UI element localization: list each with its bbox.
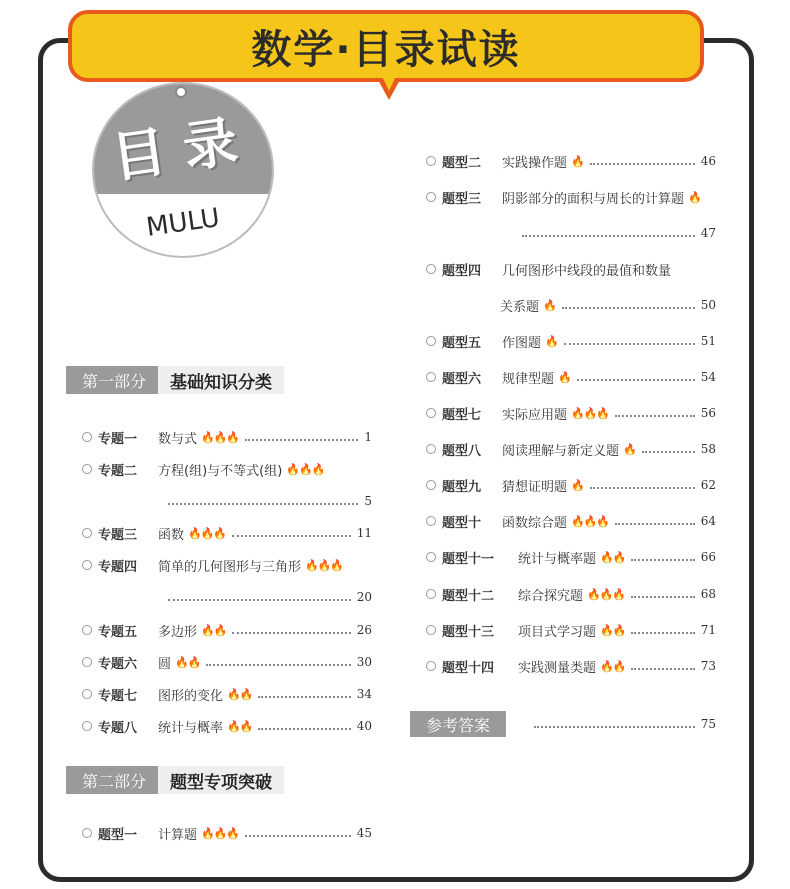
entry-code: 专题八 (98, 720, 138, 736)
entry-title: 计算题 (158, 827, 198, 843)
page-number: 11 (356, 526, 372, 540)
toc-entry[interactable] (426, 584, 716, 604)
page-number: 26 (356, 623, 372, 637)
part2-header (66, 766, 284, 794)
toc-entry[interactable] (426, 367, 716, 387)
entry-title: 阴影部分的面积与周长的计算题 (502, 191, 685, 207)
entry-code: 题型六 (442, 371, 482, 387)
bullet-icon (82, 560, 92, 570)
part1-number: 第一部分 (66, 366, 158, 394)
page-number: 47 (700, 226, 716, 240)
bullet-icon (82, 464, 92, 474)
leader-dots (168, 503, 358, 505)
toc-entry[interactable] (82, 620, 372, 640)
bullet-icon (426, 408, 436, 418)
bullet-icon (426, 516, 436, 526)
entry-title: 多边形 (158, 624, 198, 640)
answer-entry[interactable] (528, 714, 716, 734)
difficulty-flame-icon: 🔥🔥 (175, 655, 201, 669)
toc-entry[interactable] (82, 652, 372, 672)
bullet-icon (426, 625, 436, 635)
difficulty-flame-icon: 🔥🔥🔥 (571, 406, 610, 420)
difficulty-flame-icon: 🔥🔥🔥 (587, 587, 626, 601)
entry-title: 简单的几何图形与三角形 (158, 559, 302, 575)
leader-dots (206, 664, 350, 666)
entry-code: 专题三 (98, 527, 138, 543)
entry-code: 题型十二 (442, 588, 495, 604)
difficulty-flame-icon: 🔥🔥 (600, 659, 626, 673)
bullet-icon (426, 589, 436, 599)
toc-entry[interactable] (82, 523, 372, 543)
difficulty-flame-icon: 🔥🔥🔥 (201, 826, 240, 840)
entry-title: 猜想证明题 (502, 479, 568, 495)
toc-entry[interactable] (426, 620, 716, 640)
entry-title: 实践测量类题 (518, 660, 597, 676)
toc-entry[interactable] (426, 439, 716, 459)
entry-code: 专题五 (98, 624, 138, 640)
entry-code: 题型三 (442, 191, 482, 207)
leader-dots (631, 668, 694, 670)
leader-dots (590, 163, 695, 165)
page-number: 46 (700, 154, 716, 168)
page-number: 45 (356, 826, 372, 840)
entry-title: 图形的变化 (158, 688, 224, 704)
page-number: 30 (356, 655, 372, 669)
entry-title: 几何图形中线段的最值和数量 (502, 263, 672, 279)
page-number: 58 (700, 442, 716, 456)
bullet-icon (426, 156, 436, 166)
toc-entry[interactable] (426, 403, 716, 423)
difficulty-flame-icon: 🔥 (688, 190, 701, 204)
leader-dots (631, 632, 694, 634)
page-number: 40 (356, 719, 372, 733)
difficulty-flame-icon: 🔥 (558, 370, 571, 384)
entry-title: 项目式学习题 (518, 624, 597, 640)
entry-code: 专题一 (98, 431, 138, 447)
page-number: 51 (700, 334, 716, 348)
banner-title: 数学·目录试读 (251, 26, 521, 73)
difficulty-flame-icon: 🔥🔥 (227, 687, 253, 701)
toc-entry[interactable] (162, 587, 372, 607)
toc-entry[interactable] (426, 151, 716, 171)
leader-dots (631, 559, 694, 561)
entry-code: 题型十 (442, 515, 482, 531)
toc-entry[interactable] (82, 823, 372, 843)
entry-code: 题型二 (442, 155, 482, 171)
entry-code: 题型九 (442, 479, 482, 495)
entry-code: 题型一 (98, 827, 138, 843)
toc-entry[interactable] (426, 331, 716, 351)
difficulty-flame-icon: 🔥🔥 (600, 623, 626, 637)
leader-dots (562, 307, 695, 309)
entry-title: 阅读理解与新定义题 (502, 443, 620, 459)
page-number: 62 (700, 478, 716, 492)
bullet-icon (82, 828, 92, 838)
page-number: 68 (700, 587, 716, 601)
leader-dots (642, 451, 695, 453)
entry-title: 函数综合题 (502, 515, 568, 531)
page-number: 20 (356, 590, 372, 604)
entry-title: 圆 (158, 656, 172, 672)
entry-title: 作图题 (502, 335, 542, 351)
leader-dots (258, 728, 350, 730)
difficulty-flame-icon: 🔥🔥🔥 (188, 526, 227, 540)
medal-title: 目录 (107, 107, 260, 190)
page-number: 54 (700, 370, 716, 384)
entry-code: 专题二 (98, 463, 138, 479)
entry-title: 综合探究题 (518, 588, 584, 604)
leader-dots (522, 235, 695, 237)
bullet-icon (426, 552, 436, 562)
answer-header (410, 711, 506, 737)
page-number: 5 (364, 494, 372, 508)
toc-entry[interactable] (426, 187, 716, 207)
entry-code: 专题七 (98, 688, 138, 704)
answer-label: 参考答案 (426, 715, 491, 735)
part1-name: 基础知识分类 (158, 366, 284, 394)
leader-dots (615, 523, 695, 525)
part2-name: 题型专项突破 (158, 766, 284, 794)
part1-header (66, 366, 284, 394)
bullet-icon (426, 264, 436, 274)
leader-dots (245, 835, 351, 837)
difficulty-flame-icon: 🔥🔥🔥 (305, 558, 344, 572)
entry-title: 实践操作题 (502, 155, 568, 171)
entry-code: 专题六 (98, 656, 138, 672)
entry-code: 题型八 (442, 443, 482, 459)
page-number: 64 (700, 514, 716, 528)
entry-title: 关系题 (500, 299, 540, 315)
difficulty-flame-icon: 🔥🔥🔥 (571, 514, 610, 528)
entry-code: 题型十四 (442, 660, 495, 676)
page-number: 71 (700, 623, 716, 637)
difficulty-flame-icon: 🔥🔥🔥 (201, 430, 240, 444)
page-number: 66 (700, 550, 716, 564)
difficulty-flame-icon: 🔥🔥 (600, 550, 626, 564)
leader-dots (258, 696, 350, 698)
bullet-icon (426, 192, 436, 202)
entry-title: 数与式 (158, 431, 198, 447)
toc-entry[interactable] (426, 656, 716, 676)
entry-title: 统计与概率 (158, 720, 224, 736)
toc-entry[interactable] (500, 295, 716, 315)
entry-title: 规律型题 (502, 371, 555, 387)
page-number: 73 (700, 659, 716, 673)
toc-entry[interactable] (82, 555, 372, 575)
leader-dots (245, 439, 358, 441)
leader-dots (615, 415, 695, 417)
entry-title: 统计与概率题 (518, 551, 597, 567)
toc-entry[interactable] (426, 511, 716, 531)
difficulty-flame-icon: 🔥🔥🔥 (286, 462, 325, 476)
bullet-icon (82, 625, 92, 635)
page-number: 1 (364, 430, 372, 444)
leader-dots (564, 343, 695, 345)
bullet-icon (82, 689, 92, 699)
entry-title: 方程(组)与不等式(组) (158, 463, 283, 479)
page-number: 50 (700, 298, 716, 312)
toc-entry[interactable] (162, 491, 372, 511)
bullet-icon (82, 432, 92, 442)
difficulty-flame-icon: 🔥🔥 (227, 719, 253, 733)
page-number: 34 (356, 687, 372, 701)
bullet-icon (426, 372, 436, 382)
difficulty-flame-icon: 🔥 (571, 478, 584, 492)
toc-entry[interactable] (82, 427, 372, 447)
entry-code: 专题四 (98, 559, 138, 575)
entry-code: 题型十一 (442, 551, 495, 567)
difficulty-flame-icon: 🔥 (543, 298, 556, 312)
mulu-medal (92, 82, 274, 258)
bullet-icon (426, 480, 436, 490)
difficulty-flame-icon: 🔥 (571, 154, 584, 168)
bullet-icon (82, 528, 92, 538)
leader-dots (232, 632, 350, 634)
entry-title: 实际应用题 (502, 407, 568, 423)
entry-code: 题型十三 (442, 624, 495, 640)
header-banner (68, 10, 704, 82)
toc-entry[interactable] (426, 259, 716, 279)
bullet-icon (426, 661, 436, 671)
toc-entry[interactable] (82, 684, 372, 704)
toc-entry[interactable] (516, 223, 716, 243)
difficulty-flame-icon: 🔥🔥 (201, 623, 227, 637)
leader-dots (168, 599, 351, 601)
answer-page: 75 (700, 717, 716, 731)
leader-dots (577, 379, 695, 381)
part2-number: 第二部分 (66, 766, 158, 794)
bullet-icon (82, 657, 92, 667)
leader-dots (590, 487, 695, 489)
leader-dots (534, 726, 695, 728)
entry-code: 题型四 (442, 263, 482, 279)
toc-entry[interactable] (426, 475, 716, 495)
entry-title: 函数 (158, 527, 185, 543)
bullet-icon (426, 444, 436, 454)
leader-dots (631, 596, 695, 598)
entry-code: 题型七 (442, 407, 482, 423)
toc-entry[interactable] (82, 716, 372, 736)
banner-pointer-inner (382, 76, 396, 91)
bullet-icon (426, 336, 436, 346)
bullet-icon (82, 721, 92, 731)
medal-subtitle: MULU (144, 203, 222, 243)
difficulty-flame-icon: 🔥 (545, 334, 558, 348)
entry-code: 题型五 (442, 335, 482, 351)
leader-dots (232, 535, 351, 537)
toc-entry[interactable] (426, 547, 716, 567)
page-number: 56 (700, 406, 716, 420)
medal-pin (175, 86, 187, 98)
difficulty-flame-icon: 🔥 (623, 442, 636, 456)
toc-entry[interactable] (82, 459, 372, 479)
